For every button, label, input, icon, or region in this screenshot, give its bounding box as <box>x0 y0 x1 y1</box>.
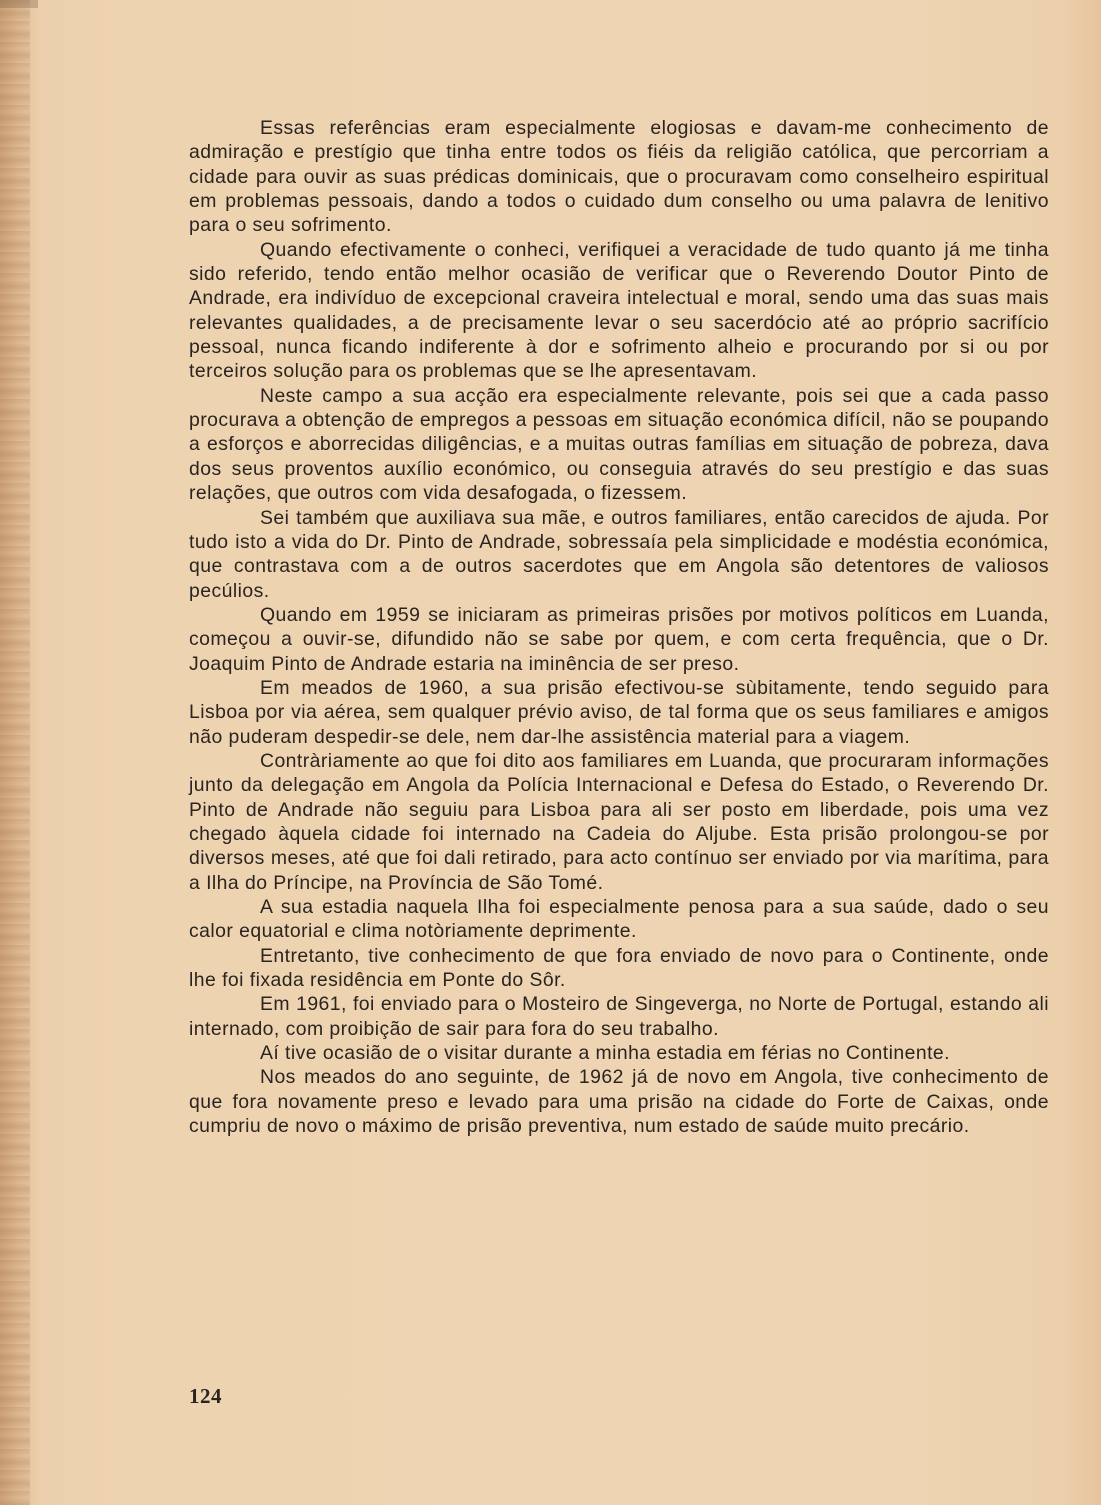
paragraph-12: Nos meados do ano seguinte, de 1962 já de novo em Angola, tive conhecimento de que fora novamente preso e levado para uma prisão na cidade do Forte de Caixas, onde cumpriu de novo o máximo de prisão preventiva, num estado de saúde muito precário. <box>189 1066 1049 1138</box>
paragraph-3: Neste campo a sua acção era especialmente relevante, pois sei que a cada passo procurava a obtenção de empregos a pessoas em situação económica difícil, não se poupando a esforços e aborrecidas diligências, e a muitas outras famílias em situação de pobreza, dava dos seus proventos auxílio económico, ou conseguia através do seu prestígio e das suas relações, que outros com vida desafogada, o fizessem. <box>189 384 1049 505</box>
body-text <box>189 116 1049 1138</box>
paragraph-6: Em meados de 1960, a sua prisão efectivou-se sùbitamente, tendo seguido para Lisboa por via aérea, sem qualquer prévio aviso, de tal forma que os seus familiares e amigos não puderam despedir-se dele, nem dar-lhe assistência material para a viagem. <box>189 676 1049 748</box>
page-number: 124 <box>189 1384 222 1408</box>
paragraph-11: Aí tive ocasião de o visitar durante a minha estadia em férias no Continente. <box>260 1042 950 1065</box>
paragraph-7: Contràriamente ao que foi dito aos familiares em Luanda, que procuraram informações junto da delegação em Angola da Polícia Internacional e Defesa do Estado, o Reverendo Dr. Pinto de Andrade não seguiu para Lisboa para ali ser posto em liberdade, pois uma vez chegado àquela cidade foi internado na Cadeia do Aljube. Esta prisão prolongou-se por diversos meses, até que foi dali retirado, para acto contínuo ser enviado por via marítima, para a Ilha do Príncipe, na Província de São Tomé. <box>189 749 1049 894</box>
paragraph-8: A sua estadia naquela Ilha foi especialmente penosa para a sua saúde, dado o seu calor equatorial e clima notòriamente deprimente. <box>189 896 1049 943</box>
paragraph-1: Essas referências eram especialmente elogiosas e davam-me conhecimento de admiração e prestígio que tinha entre todos os fiéis da religião católica, que percorriam a cidade para ouvir as suas prédicas dominicais, que o procuravam como conselheiro espiritual em problemas pessoais, dando a todos o cuidado dum conselho ou uma palavra de lenitivo para o seu sofrimento. <box>189 117 1049 237</box>
paragraph-10: Em 1961, foi enviado para o Mosteiro de Singeverga, no Norte de Portugal, estando ali internado, com proibição de sair para fora do seu trabalho. <box>189 993 1049 1040</box>
paragraph-2: Quando efectivamente o conheci, verifiquei a veracidade de tudo quanto já me tinha sido referido, tendo então melhor ocasião de verificar que o Reverendo Doutor Pinto de Andrade, era indivíduo de excepcional craveira intelectual e moral, sendo uma das suas mais relevantes qualidades, a de precisamente levar o seu sacerdócio até ao próprio sacrifício pessoal, nunca ficando indiferente à dor e sofrimento alheio e procurando por si ou por terceiros solução para os problemas que se lhe apresentavam. <box>189 238 1049 383</box>
paragraph-9: Entretanto, tive conhecimento de que fora enviado de novo para o Continente, onde lhe foi fixada residência em Ponte do Sôr. <box>189 944 1049 992</box>
paragraph-5: Quando em 1959 se iniciaram as primeiras prisões por motivos políticos em Luanda, começou a ouvir-se, difundido não se sabe por quem, e com certa frequência, que o Dr. Joaquim Pinto de Andrade estaria na iminência de ser preso. <box>189 603 1049 675</box>
paragraph-4: Sei também que auxiliava sua mãe, e outros familiares, então carecidos de ajuda. Por tudo isto a vida do Dr. Pinto de Andrade, sobressaía pela simplicidade e modéstia económica, que contrastava com a de outros sacerdotes que em Angola são detentores de valiosos pecúlios. <box>189 506 1049 602</box>
